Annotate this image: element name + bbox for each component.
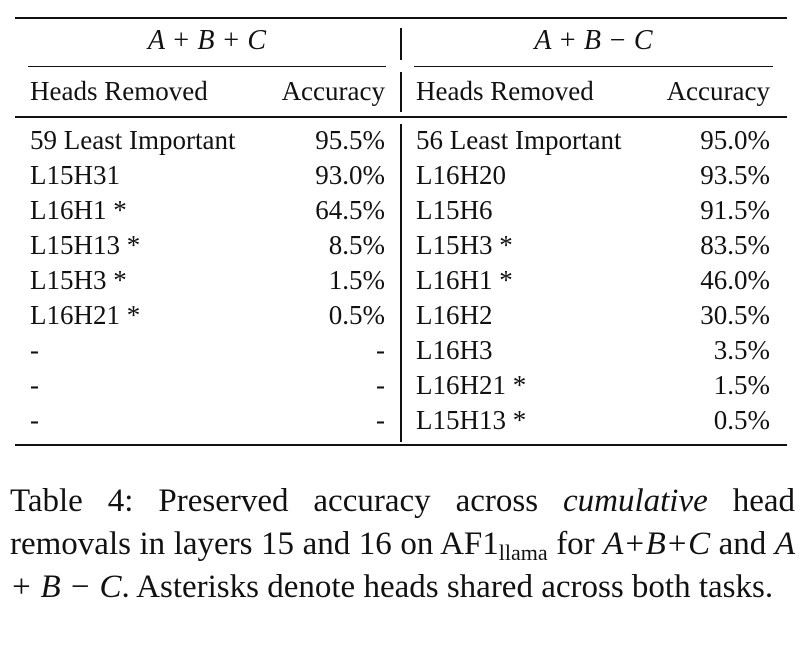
right-row-heads: L16H1 * — [416, 265, 513, 295]
header-rule — [15, 116, 787, 118]
group-title-left: A + B + C — [147, 25, 267, 56]
header-acc-left: Accuracy — [281, 76, 385, 106]
right-row-heads: L16H20 — [416, 160, 506, 190]
left-row-acc: 95.5% — [315, 125, 385, 155]
right-row-acc: 1.5% — [713, 370, 770, 400]
group-left-underline — [28, 66, 386, 67]
caption-label: Table 4: — [10, 483, 134, 519]
caption-formula: A + B − C — [10, 526, 796, 605]
right-row-heads: L16H3 — [416, 335, 493, 365]
caption-text: for — [556, 526, 595, 562]
right-row-acc: 0.5% — [713, 405, 770, 435]
right-row-acc: 46.0% — [700, 265, 770, 295]
left-row-acc: 1.5% — [328, 265, 385, 295]
left-row-acc: - — [376, 335, 385, 365]
table-caption — [10, 480, 795, 609]
right-row-heads: L16H2 — [416, 300, 493, 330]
caption-text: . Asterisks denote heads shared across both tasks. — [121, 569, 774, 605]
right-row-heads: 56 Least Important — [416, 125, 622, 155]
header-heads-right: Heads Removed — [416, 76, 594, 106]
caption-subscript: llama — [498, 540, 548, 565]
left-row-heads: L16H21 * — [30, 300, 141, 330]
left-row-heads: L15H31 — [30, 160, 120, 190]
left-row-acc: 8.5% — [328, 230, 385, 260]
right-row-heads: L16H21 * — [416, 370, 527, 400]
body-separator — [400, 124, 402, 442]
left-row-heads: - — [30, 335, 39, 365]
left-row-heads: L15H13 * — [30, 230, 141, 260]
right-row-heads: L15H6 — [416, 195, 493, 225]
right-row-heads: L15H3 * — [416, 230, 513, 260]
right-row-acc: 95.0% — [700, 125, 770, 155]
caption-text: Preserved accuracy across — [158, 483, 539, 519]
left-row-acc: - — [376, 370, 385, 400]
header-acc-right: Accuracy — [666, 76, 770, 106]
table-bottom-rule — [15, 444, 787, 446]
left-row-heads: - — [30, 405, 39, 435]
left-row-heads: L15H3 * — [30, 265, 127, 295]
left-row-acc: - — [376, 405, 385, 435]
left-row-heads: - — [30, 370, 39, 400]
group-right-underline — [414, 66, 773, 67]
left-row-acc: 0.5% — [328, 300, 385, 330]
right-row-acc: 30.5% — [700, 300, 770, 330]
right-row-heads: L15H13 * — [416, 405, 527, 435]
left-row-heads: L16H1 * — [30, 195, 127, 225]
left-row-acc: 93.0% — [315, 160, 385, 190]
right-row-acc: 3.5% — [713, 335, 770, 365]
right-row-acc: 93.5% — [700, 160, 770, 190]
caption-text: and — [718, 526, 767, 562]
left-row-heads: 59 Least Important — [30, 125, 236, 155]
caption-formula: A+B+C — [603, 526, 711, 562]
caption-text: head removals in layers 15 and 16 on AF1 — [10, 483, 795, 562]
group-title-right: A + B − C — [534, 25, 653, 56]
header-separator — [400, 72, 402, 112]
right-row-acc: 91.5% — [700, 195, 770, 225]
table-top-rule — [15, 17, 787, 19]
caption-emphasis: cumulative — [562, 483, 708, 519]
left-row-acc: 64.5% — [315, 195, 385, 225]
right-row-acc: 83.5% — [700, 230, 770, 260]
header-heads-left: Heads Removed — [30, 76, 208, 106]
group-title-separator — [400, 28, 402, 60]
